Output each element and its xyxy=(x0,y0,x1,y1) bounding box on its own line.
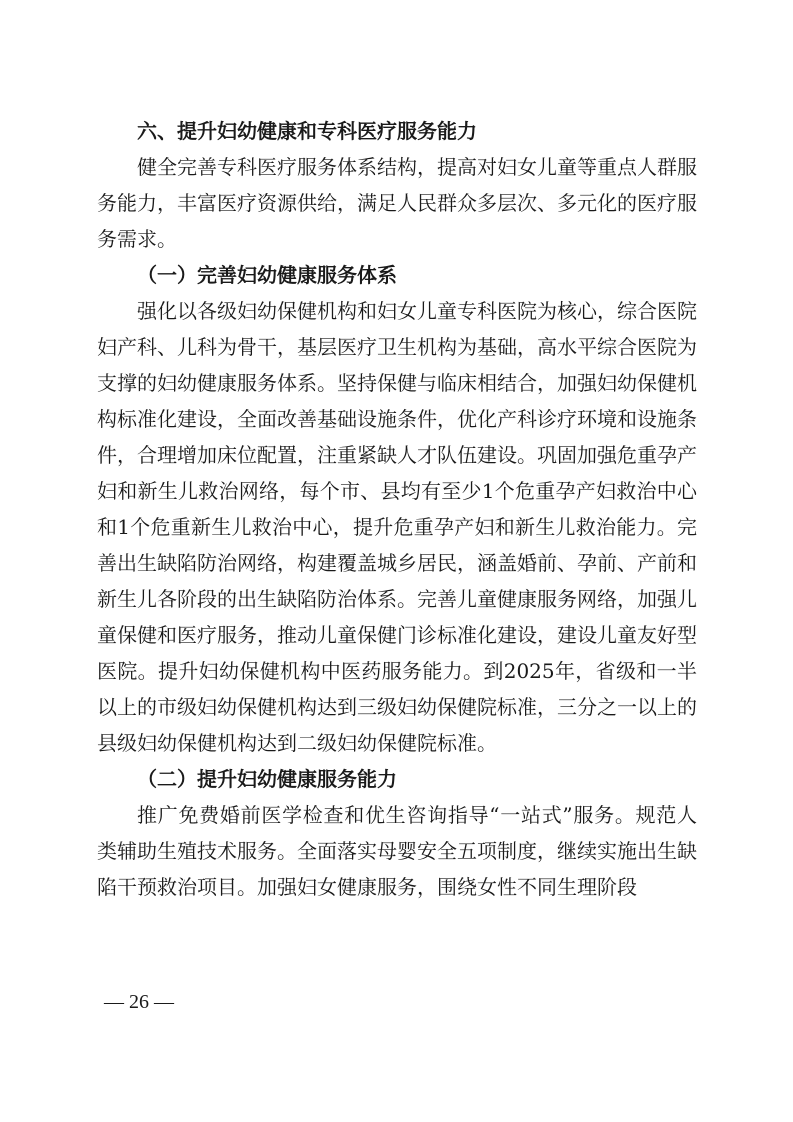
section-heading: 六、提升妇幼健康和专科医疗服务能力 xyxy=(137,119,477,143)
subsection-1-title: （一）完善妇幼健康服务体系 xyxy=(137,263,397,287)
page-number: — 26 — xyxy=(104,991,174,1013)
document-body xyxy=(97,113,697,905)
subsection-2-title: （二）提升妇幼健康服务能力 xyxy=(137,767,397,791)
subsection-2-paragraph: 推广免费婚前医学检查和优生咨询指导“一站式”服务。规范人类辅助生殖技术服务。全面落实母婴安全五项制度，继续实施出生缺陷干预救治项目。加强妇女健康服务，围绕女性不同生理阶段 xyxy=(97,803,697,899)
intro-paragraph: 健全完善专科医疗服务体系结构，提高对妇女儿童等重点人群服务能力，丰富医疗资源供给，满足人民群众多层次、多元化的医疗服务需求。 xyxy=(97,155,697,251)
subsection-1-paragraph: 强化以各级妇幼保健机构和妇女儿童专科医院为核心，综合医院妇产科、儿科为骨干，基层医疗卫生机构为基础，高水平综合医院为支撑的妇幼健康服务体系。坚持保健与临床相结合，加强妇幼保健机构标准化建设，全面改善基础设施条件，优化产科诊疗环境和设施条件，合理增加床位配置，注重紧缺人才队伍建设。巩固加强危重孕产妇和新生儿救治网络，每个市、县均有至少1个危重孕产妇救治中心和1个危重新生儿救治中心，提升危重孕产妇和新生儿救治能力。完善出生缺陷防治网络，构建覆盖城乡居民，涵盖婚前、孕前、产前和新生儿各阶段的出生缺陷防治体系。完善儿童健康服务网络，加强儿童保健和医疗服务，推动儿童保健门诊标准化建设，建设儿童友好型医院。提升妇幼保健机构中医药服务能力。到2025年，省级和一半以上的市级妇幼保健机构达到三级妇幼保健院标准，三分之一以上的县级妇幼保健机构达到二级妇幼保健院标准。 xyxy=(97,299,697,755)
